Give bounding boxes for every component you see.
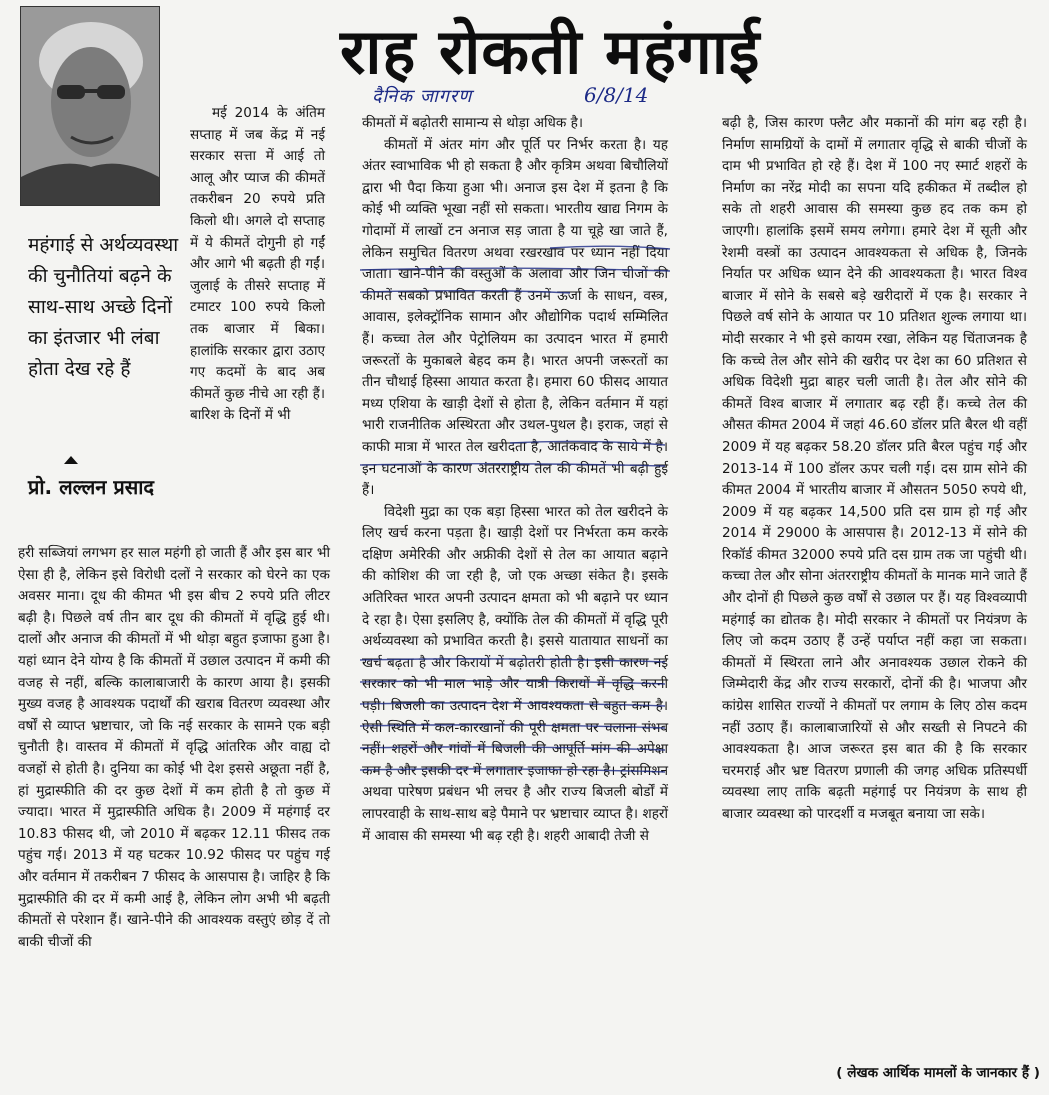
column-1-bottom — [18, 543, 330, 953]
pull-quote: महंगाई से अर्थव्यवस्था की चुनौतियां बढ़ने के साथ-साथ अच्छे दिनों का इंतजार भी लंबा होता देख रहे हैं — [28, 234, 179, 380]
paragraph: विदेशी मुद्रा का एक बड़ा हिस्सा भारत को तेल खरीदने के लिए खर्च करना पड़ता है। खाड़ी देशों पर निर्भरता कम करके दक्षिण अमेरिकी और अफ्रीकी देशों से तेल का आयात बढ़ाने की कोशिश की जा रही है, जो एक अच्छा संकेत है। इसके अतिरिक्त भारत अपनी उत्पादन क्षमता को भी बढ़ाने पर ध्यान दे रहा है। ऐसा इसलिए है, क्योंकि तेल की कीमतों में वृद्धि पूरी अर्थव्यवस्था को प्रभावित करती है। इससे यातायात साधनों का खर्च बढ़ता है और किरायों में बढ़ोतरी होती है। इसी कारण नई सरकार को भी माल भाड़े और यात्री किरायों में वृद्धि करनी पड़ी। बिजली का उत्पादन देश में आवश्यकता से बहुत कम है। ऐसी स्थिति में कल-कारखानों की पूरी क्षमता पर चलाना संभव नहीं। शहरों और गांवों में बिजली की आपूर्ति मांग की अपेक्षा कम है और इसकी दर में लगातार इजाफा हो रहा है। ट्रांसमिशन अथवा पारेषण प्रबंधन भी लचर है और राज्य बिजली बोर्डों में लापरवाही के साथ-साथ बड़े पैमाने पर भ्रष्टाचार व्याप्त है। शहरों में आवास की समस्या भी बढ़ रही है। शहरी आबादी तेजी से — [362, 503, 668, 844]
column-2 — [362, 113, 668, 847]
author-byline: प्रो. लल्लन प्रसाद — [28, 475, 155, 499]
paragraph: कीमतों में अंतर मांग और पूर्ति पर निर्भर करता है। यह अंतर स्वाभाविक भी हो सकता है और कृत्रिम अथवा बिचौलियों द्वारा भी पैदा किया हुआ भी। अनाज इस देश में इतना है कि कोई भी व्यक्ति भूखा नहीं सो सकता। भारतीय खाद्य निगम के गोदामों में लाखों टन अनाज सड़ जाता है या चूहे खा जाते हैं, लेकिन समुचित वितरण अथवा रखरखाव पर ध्यान नहीं दिया जाता। खाने-पीने की वस्तुओं के अलावा और जिन चीजों की कीमतें सबको प्रभावित करती हैं उनमें ऊर्जा के साधन, वस्त्र, आवास, इलेक्ट्रॉनिक सामान और औद्योगिक पदार्थ सम्मिलित हैं। कच्चा तेल और पेट्रोलियम का उत्पादन भारत में हमारी जरूरतों के मुकाबले बेहद कम है। भारत अपनी जरूरतों का तीन चौथाई हिस्सा आयात करता है। हमारा 60 फीसद आयात मध्य एशिया के खाड़ी देशों से होता है, लेकिन वर्तमान में यहां भारी राजनीतिक अस्थिरता और उथल-पुथल है। इराक, जहां से काफी मात्रा में भारत तेल खरीदता है, आतंकवाद के साये में है। इन घटनाओं के कारण अंतरराष्ट्रीय तेल की कीमतें भी बढ़ी हुई हैं। — [362, 136, 668, 499]
paragraph: कीमतों में बढ़ोतरी सामान्य से थोड़ा अधिक है। — [362, 115, 584, 131]
paragraph: मई 2014 के अंतिम सप्ताह में जब केंद्र में नई सरकार सत्ता में आई तो आलू और प्याज की कीमतें तकरीबन 20 रुपये प्रति किलो थी। अगले दो सप्ताह में ये कीमतें दोगुनी हो गईं और आगे भी बढ़ती ही गईं। जुलाई के तीसरे सप्ताह में टमाटर 100 रुपये किलो तक बाजार में बिका। हालांकि सरकार द्वारा उठाए गए कदमों के बाद अब कीमतें कुछ नीचे आ रही हैं। बारिश के दिनों में भी — [190, 105, 325, 424]
byline-marker-icon — [64, 456, 78, 464]
author-photo — [20, 6, 160, 206]
author-note: ( लेखक आर्थिक मामलों के जानकार हैं ) — [836, 1065, 1040, 1081]
column-3 — [722, 113, 1027, 826]
handwritten-date: 6/8/14 — [584, 83, 649, 107]
paragraph: बढ़ी है, जिस कारण फ्लैट और मकानों की मांग बढ़ रही है। निर्माण सामग्रियों के दामों में लगातार वृद्धि से बाकी चीजों के दाम भी प्रभावित हो रहे हैं। देश में 100 नए स्मार्ट शहरों के निर्माण का नरेंद्र मोदी का सपना यदि हकीकत में तब्दील हो सके तो शहरी आवास की समस्या कुछ हद तक कम हो जाएगी। हालांकि इसमें समय लगेगा। हमारे देश में सूती और रेशमी वस्त्रों का उत्पादन आवश्यकता से अधिक है, जिनके निर्यात पर अधिक ध्यान देने की आवश्यकता है। भारत विश्व बाजार में सोने के सबसे बड़े खरीदारों में एक है। सरकार ने पिछले वर्ष सोने के आयात पर 10 प्रतिशत शुल्क लगाया था। मोदी सरकार ने भी इसे कायम रखा, लेकिन यह चिंताजनक है कि कच्चे तेल और सोने की खरीद पर देश का 60 प्रतिशत से अधिक विदेशी मुद्रा बाहर चली जाती है। तेल और सोने की कीमतें विश्व बाजार में लगातार बढ़ रही हैं। कच्चे तेल की औसत कीमत 2004 में जहां 46.60 डॉलर प्रति बैरल थी वहीं 2009 में यह बढ़कर 58.20 डॉलर प्रति बैरल पहुंच गई और 2013-14 में 100 डॉलर ऊपर चली गई। दस ग्राम सोने की कीमत 2004 में भारतीय बाजार में औसतन 5050 रुपये थी, 2009 में यह बढ़कर 14,500 प्रति दस ग्राम हो गई और 2014 में 29000 के आसपास है। 2012-13 में सोने की रिकॉर्ड कीमत 32000 रुपये प्रति दस ग्राम तक जा पहुंची थी। कच्चा तेल और सोना अंतरराष्ट्रीय कीमतों के मानक माने जाते हैं और दोनों ही पिछले कुछ वर्षों से उछाल पर हैं। यह विश्वव्यापी महंगाई का द्योतक है। मोदी सरकार ने कीमतों पर नियंत्रण के लिए जो कदम उठाए हैं उन्हें पर्याप्त नहीं कहा जा सकता। कीमतों में स्थिरता लाने और अनावश्यक उछाल रोकने की जिम्मेदारी केंद्र और राज्य सरकारों, दोनों की है। भाजपा और कांग्रेस शासित राज्यों ने कीमतों पर लगाम के लिए ठोस कदम नहीं उठाए हैं। कालाबाजारियों से और सख्ती से निपटने की आवश्यकता है। आज जरूरत इस बात की है कि सरकार चरमराई और भ्रष्ट वितरण प्रणाली की जगह अधिक प्रतिस्पर्धी व्यवस्था लाए ताकि बढ़ती महंगाई पर नियंत्रण के साथ ही बाजार व्यवस्था को पारदर्शी व मजबूत बनाया जा सके। — [722, 115, 1027, 822]
handwritten-source: दैनिक जागरण — [372, 86, 473, 107]
author-portrait-icon — [21, 7, 159, 205]
headline: राह रोकती महंगाई — [340, 15, 761, 88]
paragraph: हरी सब्जियां लगभग हर साल महंगी हो जाती हैं और इस बार भी ऐसा ही है, लेकिन इसे विरोधी दलों ने सरकार को घेरने का एक अवसर माना। दूध की कीमत भी इस बीच 2 रुपये प्रति लीटर बढ़ी है। पिछले वर्ष तीन बार दूध की कीमतों में वृद्धि हुई थी। दालों और अनाज की कीमतों में भी थोड़ा बहुत इजाफा हुआ है। यहां ध्यान देने योग्य है कि कीमतों में उछाल उत्पादन में कमी की वजह से नहीं, बल्कि कालाबाजारी के कारण आया है। इसकी मुख्य वजह है आवश्यक पदार्थों की खराब वितरण व्यवस्था और वर्षों से व्याप्त भ्रष्टाचार, जो कि नई सरकार के सामने एक बड़ी चुनौती है। वास्तव में कीमतों में वृद्धि आंतरिक और वाह्य दो वजहों से होती है। दुनिया का कोई भी देश इससे अछूता नहीं है, हां मुद्रास्फीति की दर कुछ देशों में कम होती है तो कुछ में ज्यादा। भारत में मुद्रास्फीति अधिक है। 2009 में महंगाई दर 10.83 फीसद थी, जो 2010 में बढ़कर 12.11 फीसद तक पहुंच गई। 2013 में यह घटकर 10.92 फीसद पर पहुंच गई और वर्तमान में तकरीबन 7 फीसद के आसपास है। जाहिर है कि मुद्रास्फीति की दर में कमी आई है, लेकिन लोग अभी भी बढ़ती कीमतों से परेशान हैं। खाने-पीने की आवश्यक वस्तुएं छोड़ दें तो बाकी चीजों की — [18, 545, 330, 950]
column-1-top — [190, 103, 325, 543]
